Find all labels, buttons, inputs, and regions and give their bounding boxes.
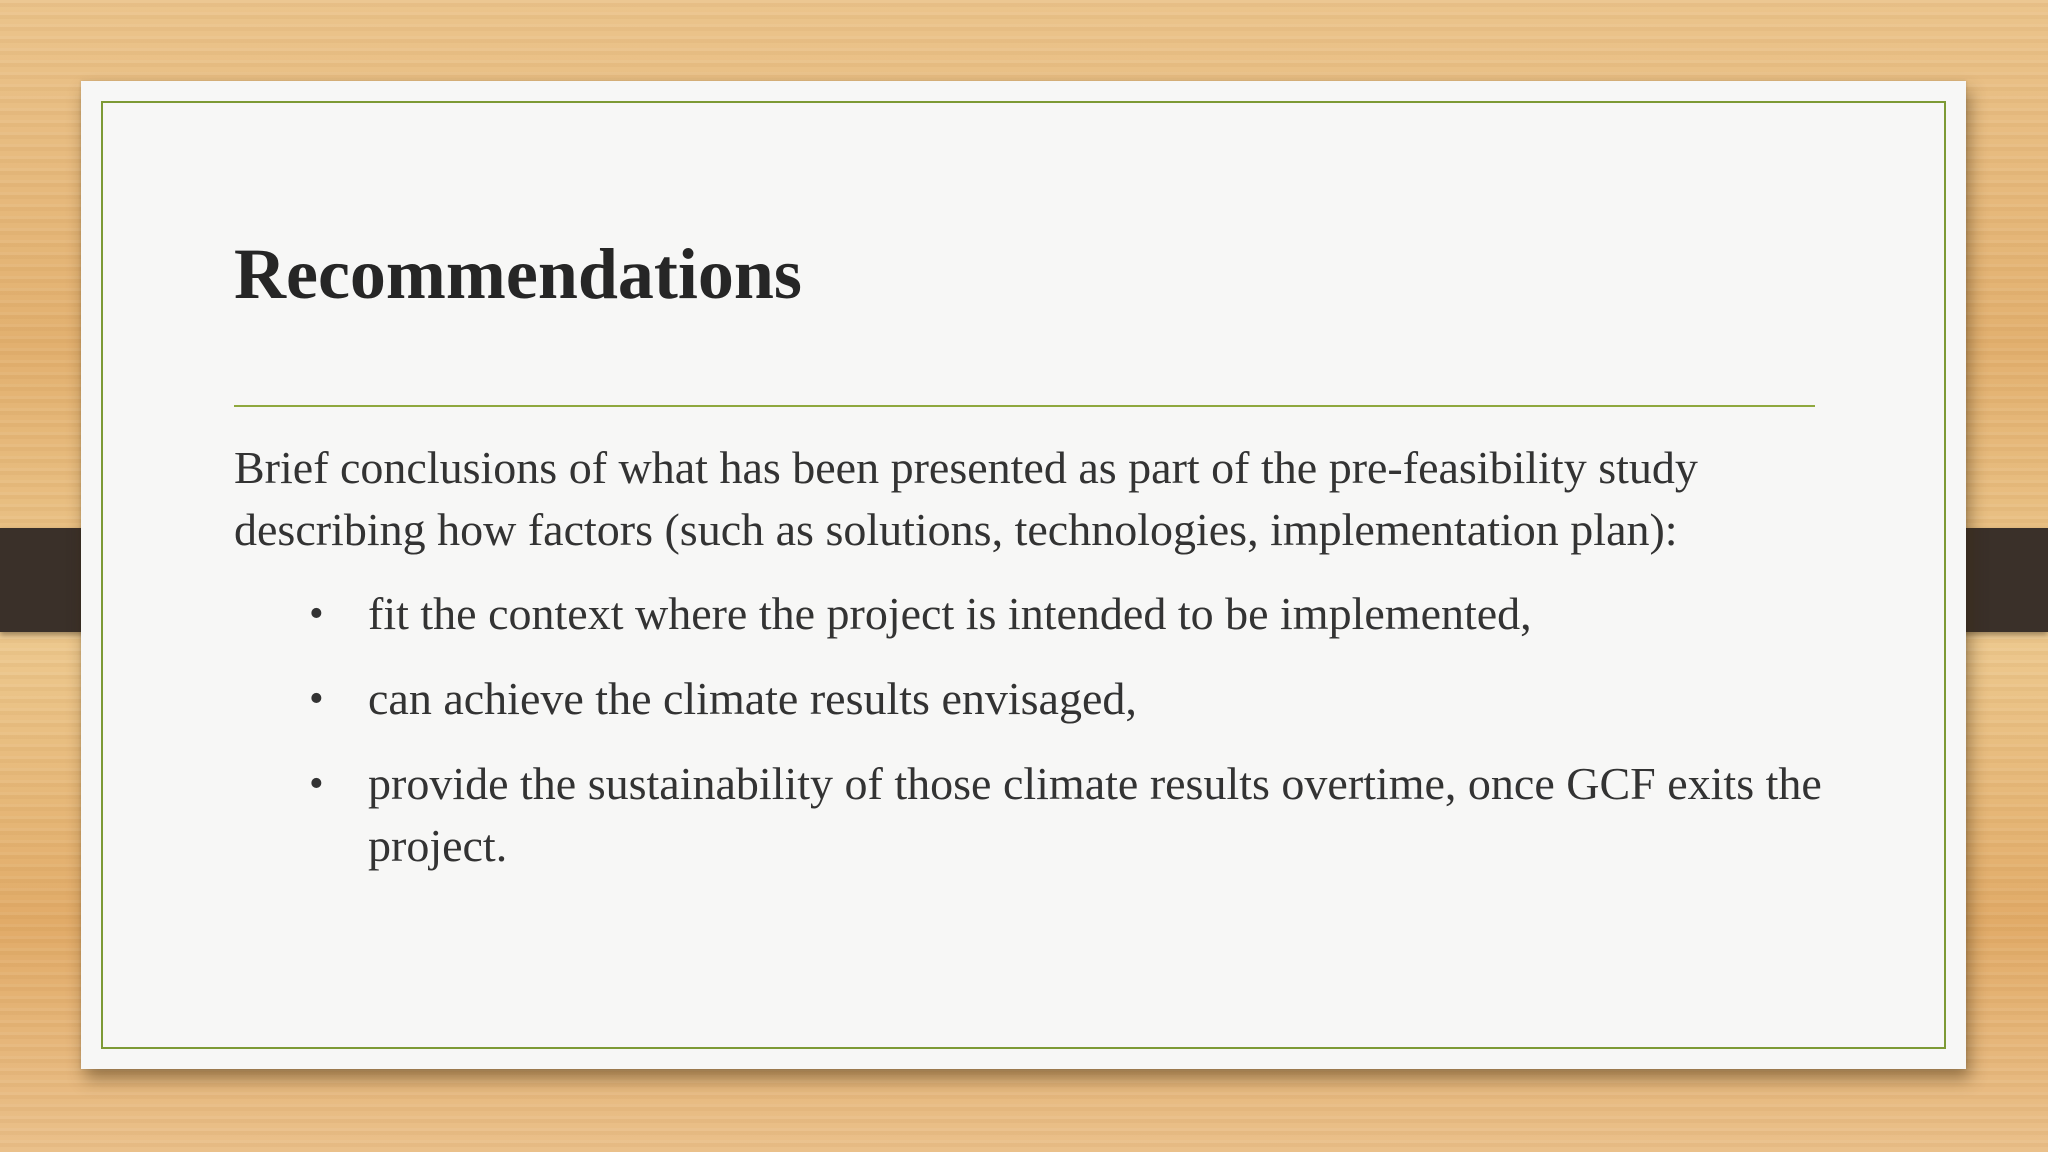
slide-card [81, 81, 1966, 1069]
intro-paragraph: Brief conclusions of what has been presented as part of the pre-feasibility study describing how factors (such as solutions, technologies, implementation plan): [234, 442, 1698, 555]
title-divider [234, 405, 1815, 407]
bullet-dot-icon: • [309, 591, 324, 637]
slide-body [234, 437, 1854, 900]
bullet-text: can achieve the climate results envisaged, [368, 673, 1137, 724]
bullet-item [234, 668, 1854, 730]
bullet-item [234, 583, 1854, 645]
bullet-dot-icon: • [309, 676, 324, 722]
slide-title: Recommendations [234, 234, 802, 314]
bullet-dot-icon: • [309, 761, 324, 807]
bullet-list [234, 583, 1854, 877]
bullet-text: provide the sustainability of those climate results overtime, once GCF exits the project. [368, 758, 1822, 871]
bullet-item [234, 753, 1854, 877]
bullet-text: fit the context where the project is intended to be implemented, [368, 588, 1532, 639]
